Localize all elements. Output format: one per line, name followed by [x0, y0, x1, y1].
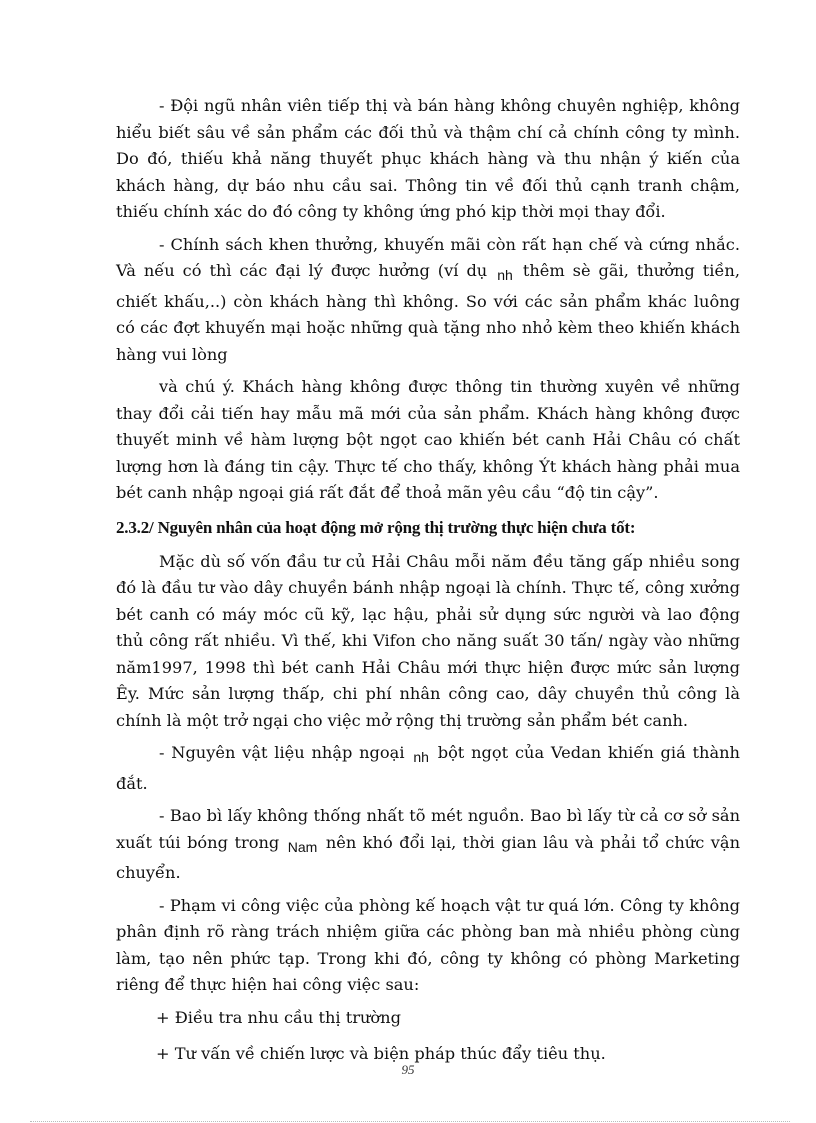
paragraph-customer-info: và chú ý. Khách hàng không được thông tin thường xuyên về những thay đổi cải tiến hay mẫu mã mới của sản phẩm. Khách hàng không được thuyết minh về hàm lượng bột ngọt cao khiến bét canh Hải Châu có chất lượng hơn là đáng tin cậy. Thực tế cho thấy, không Ýt khách hàng phải mua bét canh nhập ngoại giá rất đắt để thoả mãn yêu cầu “độ tin cậy”. [116, 377, 740, 502]
text-run: - Chính sách khen thưởng, khuyến mãi còn rất hạn chế và cứng nhắc. Và nếu có thì các đại lý được hưởng (ví dụ [116, 234, 740, 280]
paragraph-materials [116, 740, 740, 797]
bullet-strategy-advice: + Tư vấn về chiến lược và biện pháp thúc đẩy tiêu thụ. [156, 1044, 606, 1063]
text-run: - Bao bì lấy không thống nhất tõ mét nguồn. Bao bì lấy từ cả cơ sở sản xuất túi bóng trong [116, 806, 740, 852]
section-heading: 2.3.2/ Nguyên nhân của hoạt động mở rộng thị trường thực hiện chưa tốt: [116, 517, 636, 537]
subscript-fragment: nh [413, 749, 429, 765]
body-text [116, 93, 740, 1078]
paragraph-investment: Mặc dù số vốn đầu tư củ Hải Châu mỗi năm đều tăng gấp nhiều song đó là đầu tư vào dây chuyền bánh nhập ngoại là chính. Thực tế, công xưởng bét canh có máy móc cũ kỹ, lạc hậu, phải sử dụng sức người và lao động thủ công rất nhiều. Vì thế, khi Vifon cho năng suất 30 tấn/ ngày vào những năm1997, 1998 thì bét canh Hải Châu mới thực hiện được mức sản lượng Êy. Mức sản lượng thấp, chi phí nhân công cao, dây chuyền thủ công là chính là một trở ngại cho việc mở rộng thị trường sản phẩm bét canh. [116, 551, 740, 730]
page-number: 95 [401, 1062, 415, 1077]
paragraph-promotion-policy [116, 232, 740, 369]
paragraph-sales-staff: - Đội ngũ nhân viên tiếp thị và bán hàng không chuyên nghiệp, không hiểu biết sâu về sản phẩm các đối thủ và thậm chí cả chính công ty mình. Do đó, thiếu khả năng thuyết phục khách hàng và thu nhận ý kiến của khách hàng, dự báo nhu cầu sai. Thông tin về đối thủ cạnh tranh chậm, thiếu chính xác do đó công ty không ứng phó kịp thời mọi thay đổi. [116, 96, 740, 221]
paragraph-planning-dept: - Phạm vi công việc của phòng kế hoạch vật tư quá lớn. Công ty không phân định rõ ràng trách nhiệm giữa các phòng ban mà nhiều phòng cùng làm, tạo nên phức tạp. Trong khi đó, công ty không có phòng Marketing riêng để thực hiện hai công việc sau: [116, 895, 740, 994]
subscript-fragment: Nam [287, 838, 318, 855]
text-run: - Nguyên vật liệu nhập ngoại [159, 743, 405, 762]
paragraph-packaging [116, 803, 740, 887]
text-run: thêm sè gãi, thưởng tiền, chiết khấu,..) còn khách hàng thì không. So với các sản phẩm khác luông có các đợt khuyến mại hoặc những quà tặng nho nhỏ kèm theo khiến khách hàng vui lòng [116, 261, 740, 364]
bullet-market-research: + Điều tra nhu cầu thị trường [156, 1007, 401, 1027]
text-run: nên khó đổi lại, thời gian lâu và phải tổ chức vận chuyển. [116, 832, 740, 882]
page-bottom-border [30, 1121, 790, 1122]
subscript-fragment: nh [497, 267, 513, 283]
text-run: bột ngọt của Vedan khiến giá thành đắt. [116, 743, 740, 793]
